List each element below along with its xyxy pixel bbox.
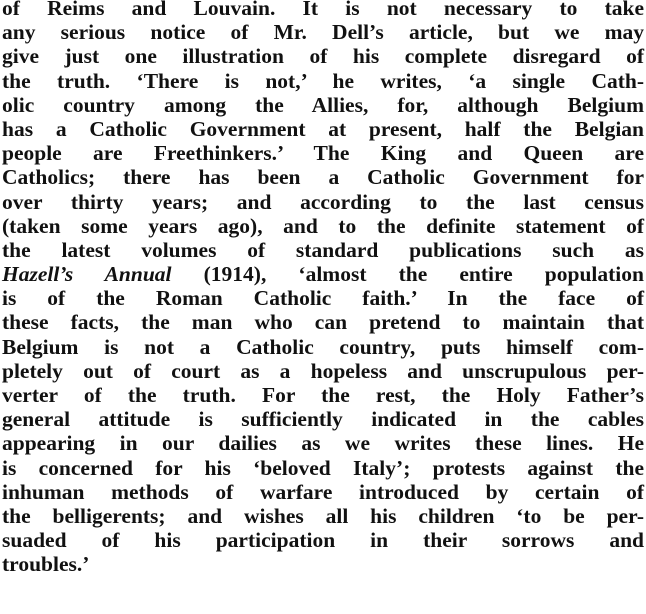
text-line-14: these facts, the man who can pretend to maintain that xyxy=(2,310,644,335)
text-line-2: any serious notice of Mr. Dell’s article, but we may xyxy=(2,20,644,45)
article-paragraph xyxy=(2,0,644,577)
text-line-18: general attitude is sufficiently indicated in the cables xyxy=(2,407,644,432)
publication-title: Hazell’s Annual xyxy=(2,262,172,287)
text-line-12-rest: (1914), ‘almost the entire population xyxy=(171,262,644,287)
text-line-3: give just one illustration of his complete disregard of xyxy=(2,44,644,69)
text-line-22: the belligerents; and wishes all his children ‘to be per- xyxy=(2,503,644,528)
text-line-13: is of the Roman Catholic faith.’ In the face of xyxy=(2,286,644,311)
text-line-17: verter of the truth. For the rest, the Holy Father’s xyxy=(2,383,644,407)
text-line-15: Belgium is not a Catholic country, puts himself com- xyxy=(2,334,644,359)
text-line-23: suaded of his participation in their sorrows and xyxy=(2,528,644,553)
text-line-7: people are Freethinkers.’ The King and Queen are xyxy=(2,141,644,166)
text-line-21: inhuman methods of warfare introduced by certain of xyxy=(2,479,644,504)
text-line-19: appearing in our dailies as we writes these lines. He xyxy=(2,431,644,456)
text-line-5: olic country among the Allies, for, although Belgium xyxy=(2,92,644,117)
text-line-4: the truth. ‘There is not,’ he writes, ‘a single Cath- xyxy=(2,68,644,93)
text-line-16: pletely out of court as a hopeless and unscrupulous per- xyxy=(2,358,644,383)
text-line-11: the latest volumes of standard publications such as xyxy=(2,237,644,262)
text-line-9: over thirty years; and according to the last census xyxy=(2,189,644,214)
text-line-6: has a Catholic Government at present, half the Belgian xyxy=(2,116,644,141)
text-line-8: Catholics; there has been a Catholic Government for xyxy=(2,165,644,190)
text-line-24: troubles.’ xyxy=(2,552,90,577)
text-line-10: (taken some years ago), and to the definite statement of xyxy=(2,213,644,238)
text-line-12 xyxy=(2,262,644,286)
text-line-20: is concerned for his ‘beloved Italy’; protests against the xyxy=(2,455,644,480)
text-line-1: of Reims and Louvain. It is not necessary to take xyxy=(2,0,644,20)
